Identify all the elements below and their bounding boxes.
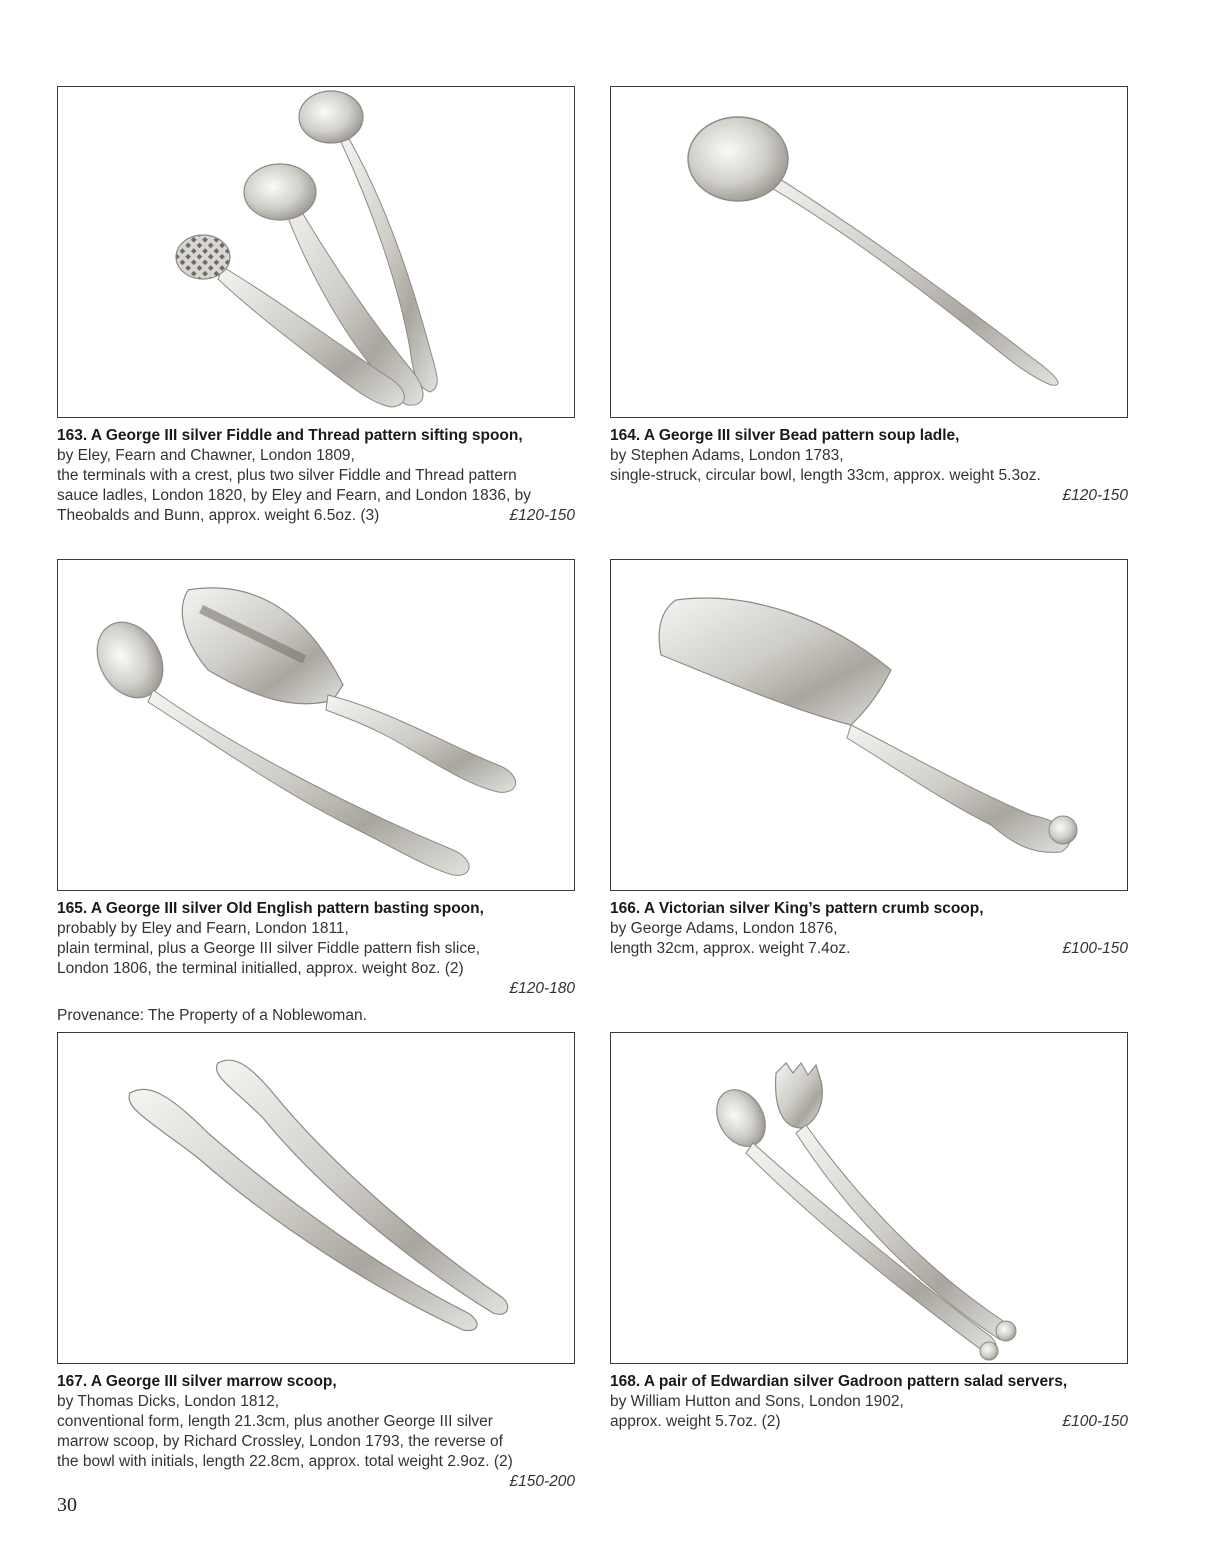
lot-164-photo[interactable] xyxy=(610,86,1128,418)
lot-167 xyxy=(57,1032,575,1492)
crumb-scoop-image xyxy=(611,560,1127,890)
lot-description-line: approx. weight 5.7oz. (2) xyxy=(610,1413,781,1430)
lot-title: 166. A Victorian silver King’s pattern crumb scoop, xyxy=(610,900,984,917)
lot-title: 168. A pair of Edwardian silver Gadroon pattern salad servers, xyxy=(610,1373,1068,1390)
lot-167-photo[interactable] xyxy=(57,1032,575,1364)
ladles-sifting-spoon-image xyxy=(58,87,574,417)
lot-title: 163. A George III silver Fiddle and Thread pattern sifting spoon, xyxy=(57,427,523,444)
lot-description-line: sauce ladles, London 1820, by Eley and Fearn, and London 1836, by xyxy=(57,487,531,504)
lot-163 xyxy=(57,86,575,526)
lot-167-caption xyxy=(57,1372,575,1492)
lot-title: 165. A George III silver Old English pattern basting spoon, xyxy=(57,900,484,917)
lot-estimate: £120-150 xyxy=(1062,487,1128,504)
lot-description-line: the terminals with a crest, plus two silver Fiddle and Thread pattern xyxy=(57,467,517,484)
lot-description-line: by Thomas Dicks, London 1812, xyxy=(57,1393,280,1410)
lot-estimate: £100-150 xyxy=(1062,1413,1128,1430)
soup-ladle-image xyxy=(611,87,1127,417)
lot-estimate: £120-150 xyxy=(509,507,575,524)
lot-163-photo[interactable] xyxy=(57,86,575,418)
lot-166 xyxy=(610,559,1128,959)
lot-provenance: Provenance: The Property of a Noblewoman. xyxy=(57,1007,367,1024)
lot-description-line: London 1806, the terminal initialled, approx. weight 8oz. (2) xyxy=(57,960,464,977)
lot-description-line: Theobalds and Bunn, approx. weight 6.5oz. (3) xyxy=(57,507,380,524)
lot-164-caption xyxy=(610,426,1128,506)
lot-description-line: plain terminal, plus a George III silver Fiddle pattern fish slice, xyxy=(57,940,480,957)
page-number: 30 xyxy=(57,1494,77,1516)
lot-estimate: £150-200 xyxy=(509,1473,575,1490)
lot-168-caption xyxy=(610,1372,1128,1432)
lot-description-line: by Eley, Fearn and Chawner, London 1809, xyxy=(57,447,355,464)
lot-estimate: £120-180 xyxy=(509,980,575,997)
lot-estimate: £100-150 xyxy=(1062,940,1128,957)
marrow-scoops-image xyxy=(58,1033,574,1363)
lot-165 xyxy=(57,559,575,1025)
lot-168-photo[interactable] xyxy=(610,1032,1128,1364)
lot-description-line: by Stephen Adams, London 1783, xyxy=(610,447,844,464)
basting-spoon-fish-slice-image xyxy=(58,560,574,890)
lot-title: 164. A George III silver Bead pattern soup ladle, xyxy=(610,427,960,444)
lot-description-line: the bowl with initials, length 22.8cm, approx. total weight 2.9oz. (2) xyxy=(57,1453,513,1470)
lot-description-line: length 32cm, approx. weight 7.4oz. xyxy=(610,940,851,957)
lot-165-photo[interactable] xyxy=(57,559,575,891)
lot-description-line: single-struck, circular bowl, length 33cm, approx. weight 5.3oz. xyxy=(610,467,1041,484)
lot-165-caption xyxy=(57,899,575,999)
lot-168 xyxy=(610,1032,1128,1432)
lot-166-photo[interactable] xyxy=(610,559,1128,891)
lot-description-line: by William Hutton and Sons, London 1902, xyxy=(610,1393,904,1410)
lot-164 xyxy=(610,86,1128,506)
lot-description-line: by George Adams, London 1876, xyxy=(610,920,838,937)
lot-description-line: conventional form, length 21.3cm, plus another George III silver xyxy=(57,1413,493,1430)
lot-166-caption xyxy=(610,899,1128,959)
lot-description-line: marrow scoop, by Richard Crossley, London 1793, the reverse of xyxy=(57,1433,503,1450)
lot-title: 167. A George III silver marrow scoop, xyxy=(57,1373,337,1390)
lot-description-line: probably by Eley and Fearn, London 1811, xyxy=(57,920,349,937)
lot-163-caption xyxy=(57,426,575,526)
salad-servers-image xyxy=(611,1033,1127,1363)
